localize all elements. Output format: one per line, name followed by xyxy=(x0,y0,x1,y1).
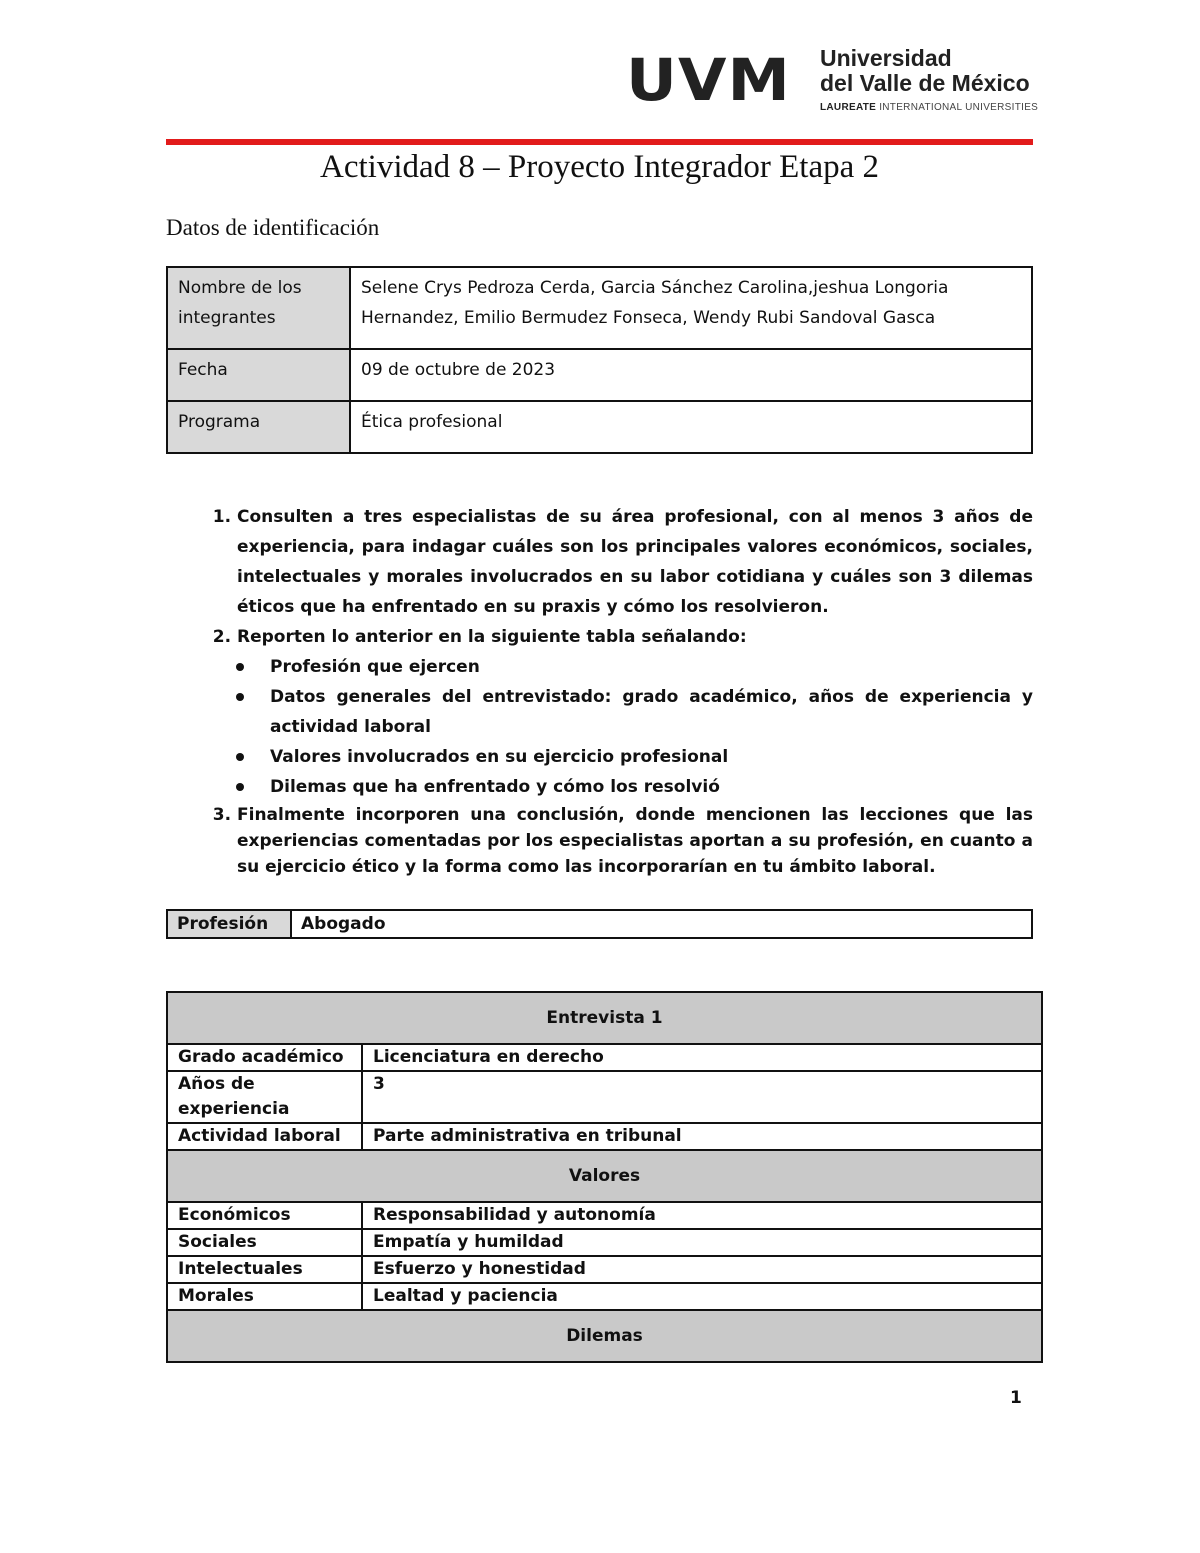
date-value: 09 de octubre de 2023 xyxy=(350,349,1032,401)
bullet-text: Dilemas que ha enfrentado y cómo los resolvió xyxy=(270,777,720,797)
profession-table xyxy=(166,909,1033,939)
members-value: Selene Crys Pedroza Cerda, Garcia Sánchez Carolina,jeshua Longoria Hernandez, Emilio Bermudez Fonseca, Wendy Rubi Sandoval Gasca xyxy=(350,267,1032,349)
list-item xyxy=(270,772,1033,802)
bullet-icon xyxy=(236,753,244,761)
instructions xyxy=(200,502,1033,880)
page-number: 1 xyxy=(1010,1388,1022,1408)
program-value: Ética profesional xyxy=(350,401,1032,453)
value-text: Empatía y humildad xyxy=(362,1229,1042,1256)
row-value: Licenciatura en derecho xyxy=(362,1044,1042,1071)
table-row xyxy=(167,1123,1042,1150)
date-label: Fecha xyxy=(167,349,350,401)
members-label: Nombre de los integrantes xyxy=(167,267,350,349)
list-item xyxy=(270,742,1033,772)
table-row xyxy=(167,1283,1042,1310)
dilemmas-header: Dilemas xyxy=(167,1310,1042,1362)
uvm-logo-mark: UVM xyxy=(626,46,791,114)
table-row xyxy=(167,1310,1042,1362)
profession-value: Abogado xyxy=(291,910,1032,938)
laureate-tagline xyxy=(820,102,1038,113)
bullet-text: Valores involucrados en su ejercicio profesional xyxy=(270,747,729,767)
value-text: Responsabilidad y autonomía xyxy=(362,1202,1042,1229)
profession-label: Profesión xyxy=(167,910,291,938)
table-row xyxy=(167,1202,1042,1229)
table-row xyxy=(167,1044,1042,1071)
identification-table xyxy=(166,266,1033,454)
table-row xyxy=(167,1256,1042,1283)
program-label: Programa xyxy=(167,401,350,453)
table-row xyxy=(167,910,1032,938)
interview-header: Entrevista 1 xyxy=(167,992,1042,1044)
instructions-list xyxy=(200,502,1033,880)
table-row xyxy=(167,349,1032,401)
row-value: 3 xyxy=(362,1071,1042,1123)
values-header: Valores xyxy=(167,1150,1042,1202)
list-item xyxy=(270,652,1033,682)
laureate-tag-bold: LAUREATE xyxy=(820,102,877,113)
interview-table xyxy=(166,991,1043,1363)
value-label: Sociales xyxy=(167,1229,362,1256)
value-text: Esfuerzo y honestidad xyxy=(362,1256,1042,1283)
instruction-item-2-text: Reporten lo anterior en la siguiente tabla señalando: xyxy=(237,627,747,647)
bullet-icon xyxy=(236,693,244,701)
instruction-item-2 xyxy=(237,622,1033,802)
section-title: Datos de identificación xyxy=(166,215,380,240)
table-row xyxy=(167,401,1032,453)
university-name xyxy=(820,46,1030,96)
value-label: Intelectuales xyxy=(167,1256,362,1283)
table-row xyxy=(167,1150,1042,1202)
instruction-bullets xyxy=(237,652,1033,802)
instruction-item-1: 1. Consulten a tres especialistas de su área profesional, con al menos 3 años de experiencia, para indagar cuáles son los principales valores económicos, sociales, intelectuales y morales involucrados en su labor cotidiana y cuáles son 3 dilemas éticos que ha enfrentado en su praxis y cómo los resolvieron. xyxy=(237,502,1033,622)
table-row xyxy=(167,267,1032,349)
value-label: Económicos xyxy=(167,1202,362,1229)
university-name-line2: del Valle de México xyxy=(820,70,1030,96)
row-label: Grado académico xyxy=(167,1044,362,1071)
table-row xyxy=(167,992,1042,1044)
page-title: Actividad 8 – Proyecto Integrador Etapa 2 xyxy=(320,149,879,185)
bullet-text: Datos generales del entrevistado: grado académico, años de experiencia y actividad laboral xyxy=(270,687,1033,737)
value-label: Morales xyxy=(167,1283,362,1310)
instruction-item-3: 3. Finalmente incorporen una conclusión, donde mencionen las lecciones que las experiencias comentadas por los especialistas aportan a su profesión, en cuanto a su ejercicio ético y la forma como las incorporarían en tu ámbito laboral. xyxy=(237,802,1033,880)
university-name-line1: Universidad xyxy=(820,45,952,71)
header-divider xyxy=(166,139,1033,145)
bullet-icon xyxy=(236,783,244,791)
value-text: Lealtad y paciencia xyxy=(362,1283,1042,1310)
bullet-icon xyxy=(236,663,244,671)
laureate-tag-rest: INTERNATIONAL UNIVERSITIES xyxy=(879,102,1039,113)
list-item xyxy=(270,682,1033,742)
row-value: Parte administrativa en tribunal xyxy=(362,1123,1042,1150)
row-label: Actividad laboral xyxy=(167,1123,362,1150)
table-row xyxy=(167,1071,1042,1123)
bullet-text: Profesión que ejercen xyxy=(270,657,480,677)
table-row xyxy=(167,1229,1042,1256)
row-label: Años de experiencia xyxy=(167,1071,362,1123)
